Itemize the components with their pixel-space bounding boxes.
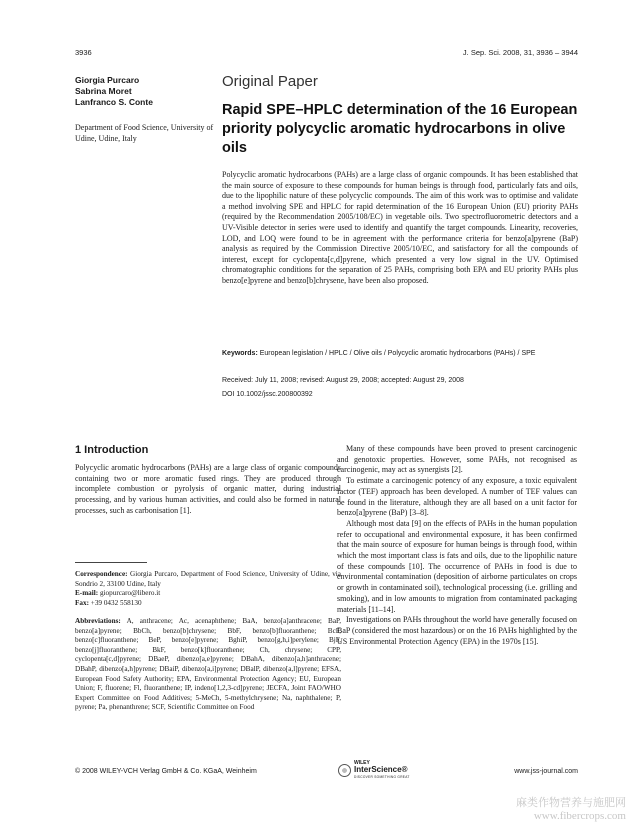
watermark-line1: 麻类作物营养与施肥网 — [516, 797, 626, 809]
author-name: Lanfranco S. Conte — [75, 97, 153, 107]
paragraph: To estimate a carcinogenic potency of any exposure, a toxic equivalent factor (TEF) approach has been developed. A number of TEF values can be found in the literature, although they are all based on a unit factor for benzo[a]pyrene (BaP) [3–8]. — [337, 476, 577, 518]
paragraph: Although most data [9] on the effects of PAHs in the human population refer to occupational and environmental exposure, it has been confirmed that the main source of exposure for human beings is through food, within which the most important class is fats and oils, due to the lipophilic nature of these compounds [10]. The occurrence of PAHs in food is due to environmental contamination (deposition of airborne particulates on crops or growth in contaminated soil), technological processing (i.e. grilling and smoking), and in low amounts to migration from contaminated packaging materials [11–14]. — [337, 518, 577, 614]
watermark-line2: www.fibercrops.com — [533, 810, 626, 822]
paragraph: Polycyclic aromatic hydrocarbons (PAHs) are a large class of organic compounds containing two or more aromatic fused rings. They are produced through incomplete combustion or pyrolysis of organic matter, during industrial processing, and by various human activities, and could also be formed in natural processes, such as carbonisation [1]. — [75, 463, 341, 515]
correspondence-label: Correspondence: — [75, 570, 128, 578]
fax-number: +39 0432 558130 — [90, 598, 142, 607]
author-name: Sabrina Moret — [75, 86, 132, 96]
logo-line3: DISCOVER SOMETHING GREAT — [354, 775, 410, 779]
paragraph: Investigations on PAHs throughout the world have generally focused on BaP (considered the most hazardous) or on the 16 PAHs highlighted by the US Environmental Protection Agency (EPA) in the 1970s [15]. — [337, 615, 577, 646]
keywords-label: Keywords: — [222, 350, 258, 357]
copyright-notice: © 2008 WILEY-VCH Verlag GmbH & Co. KGaA, Weinheim — [75, 768, 257, 775]
correspondence-note — [75, 570, 341, 608]
correspondence-text: Giorgia Purcaro, Department of Food Science, University of Udine, via Sondrio 2, 33100 Udine, Italy — [75, 570, 341, 588]
right-column — [337, 444, 577, 647]
article-title: Rapid SPE–HPLC determination of the 16 European priority polycyclic aromatic hydrocarbons in olive oils — [222, 102, 578, 156]
email-label: E-mail: — [75, 589, 99, 598]
doi: DOI 10.1002/jssc.200800392 — [222, 391, 313, 398]
journal-reference: J. Sep. Sci. 2008, 31, 3936 – 3944 — [462, 48, 578, 57]
fax-label: Fax: — [75, 598, 89, 607]
email-address[interactable]: giopurcaro@libero.it — [99, 589, 161, 598]
abbreviations-note — [75, 617, 341, 713]
wiley-logo-icon — [338, 764, 351, 777]
paragraph: Many of these compounds have been proved to present carcinogenic and genotoxic properties. However, some PAHs, not recognised as carcinogenic, may act as synergists [2]. — [337, 444, 577, 475]
logo-line1: WILEY — [354, 760, 370, 766]
keywords — [222, 349, 582, 359]
site-watermark — [516, 797, 626, 823]
intro-paragraph — [75, 463, 341, 517]
received-dates: Received: July 11, 2008; revised: August 29, 2008; accepted: August 29, 2008 — [222, 377, 464, 384]
abstract: Polycyclic aromatic hydrocarbons (PAHs) are a large class of organic compounds. It has been established that the main source of exposure to these compounds for human beings is through food, particularly fats and oils, due to the lipophilic nature of these polycyclic compounds. The aim of this work was to optimise and validate a method involving SPE and HPLC for rapid determination of the 16 European Union (EU) priority PAHs (required by the Recommendation 2005/108/EC) in vegetable oils. Two spectrofluorometric detectors and a UV-Visible detector in series were used to identify and quantify the target compounds. Linearity, recoveries, LOD, and LOQ were found to be in agreement with the performance criteria for benzo[a]pyrene (BaP) analysis as required by the Commission Directive 2005/10/EC, and satisfactory for all the compounds of interest, except for cyclopenta[c,d]pyrene, which presented a very low signal in the UV. Optimised chromatographic conditions for the separation of 25 PAHs, comprising both EPA and EU priority PAHs plus benzo[e]pyrene and benzo[b]chrysene, have been also proposed. — [222, 170, 578, 285]
logo-line2: InterScience® — [354, 765, 408, 774]
article-type: Original Paper — [222, 73, 318, 90]
publisher-logo — [338, 760, 418, 780]
abbreviations-label: Abbreviations: — [75, 617, 121, 625]
abbreviations-text: A, anthracene; Ac, acenaphthene; BaA, benzo[a]anthracene; BaP, benzo[a]pyrene; BbCh, benzo[b]chrysene; BbF, benzo[b]fluoranthene; BcF, benzo[c]fluoranthene; BeP, benzo[e]pyrene; BghiP, benzo[g,h,i]perylene; BjF, benzo[j]fluoranthene; BkF, benzo[k]fluoranthene; Ch, chrysene; CPP, cyclopenta[c,d]pyrene; DBaeP, dibenzo[a,e]pyrene; DBahA, dibenzo[a,h]anthracene; DBahP, dibenzo[a,h]pyrene; DBaiP, dibenzo[a,i]pyrene; DBalP, dibenzo[a,l]pyrene; EFSA, European Food Safety Authority; EPA, Environmental Protection Agency; EU, European Union; F, fluorene; Fl, fluoranthene; IP, indeno[1,2,3-cd]pyrene; JECFA, Joint FAO/WHO Expert Committee on Food Additives; 5-MeCh, 5-methylchrysene; Na, naphthalene; P, pyrene; Pa, phenanthrene; SCF, Scientific Committee on Food — [75, 617, 342, 712]
footnote-divider — [75, 562, 147, 563]
page-number: 3936 — [75, 48, 92, 57]
section-heading: 1 Introduction — [75, 444, 149, 456]
author-list — [75, 75, 215, 108]
keywords-text: European legislation / HPLC / Olive oils / Polycyclic aromatic hydrocarbons (PAHs) / SPE — [259, 350, 536, 357]
author-name: Giorgia Purcaro — [75, 75, 140, 85]
affiliation: Department of Food Science, University of Udine, Udine, Italy — [75, 123, 214, 143]
journal-url[interactable]: www.jss-journal.com — [514, 768, 578, 775]
